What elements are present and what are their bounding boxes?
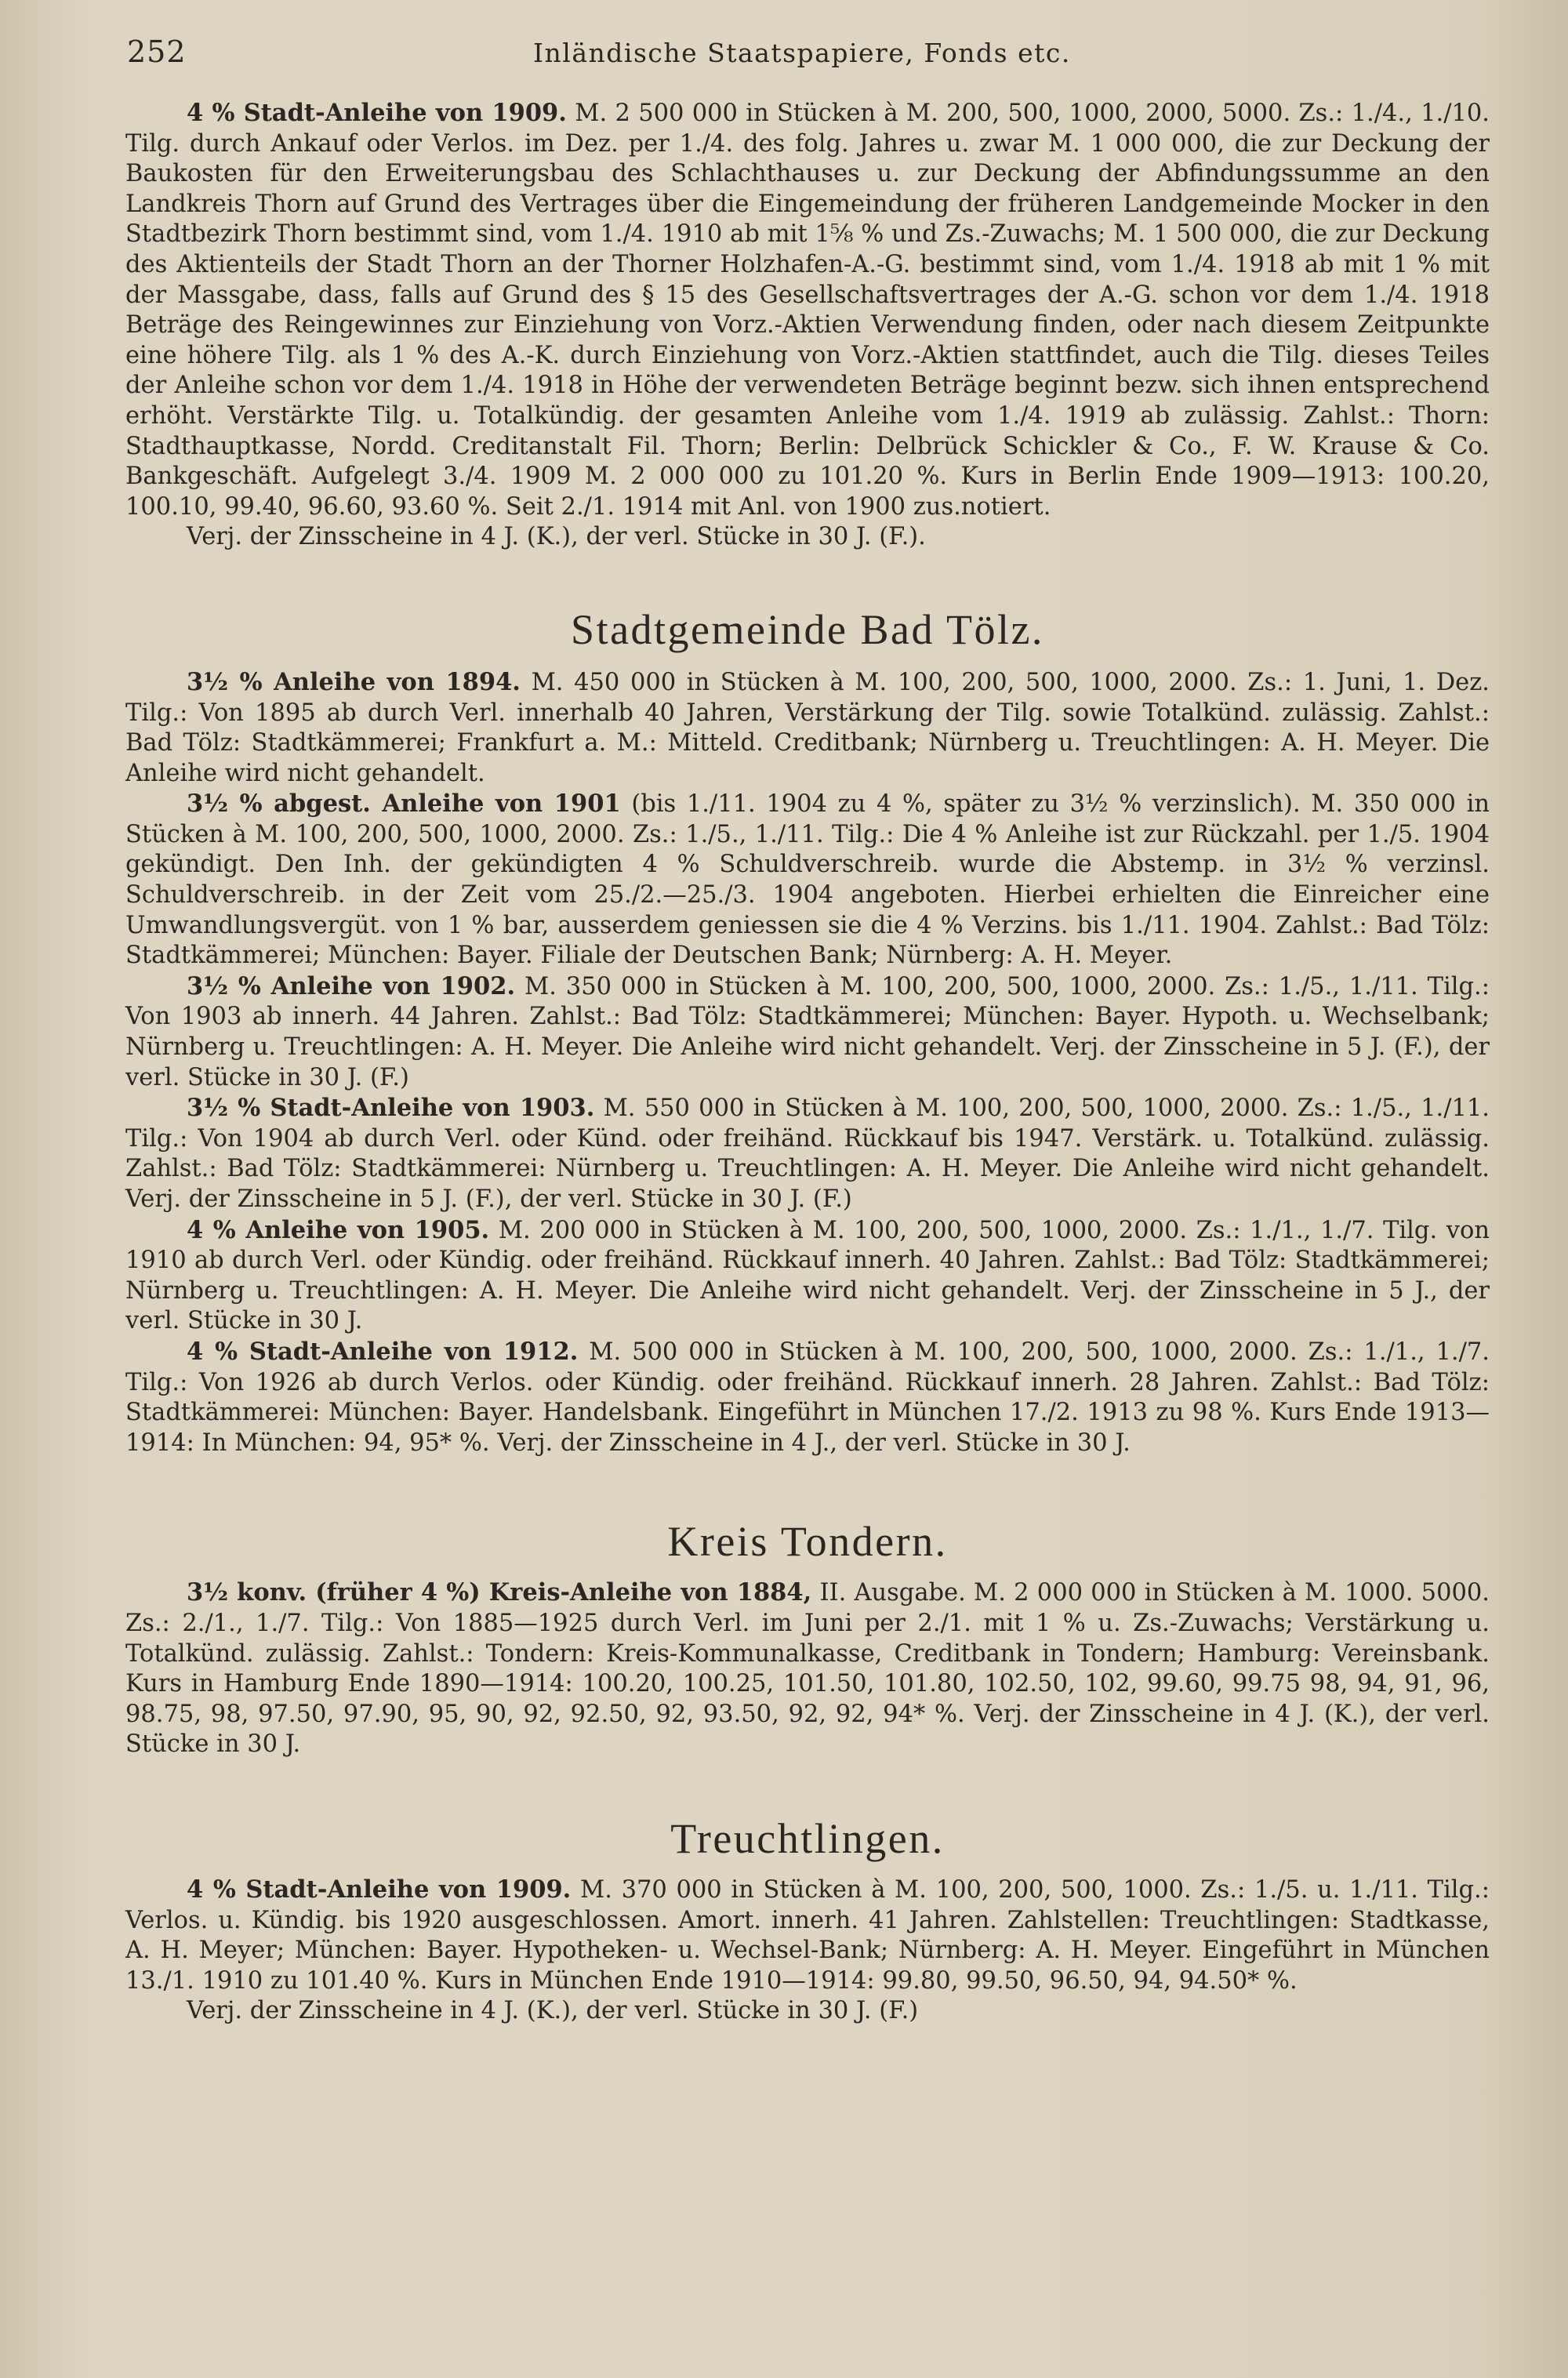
loan-text: Verj. der Zinsscheine in 4 J. (K.), der verl. Stücke in 30 J. (F.)	[187, 1997, 919, 2025]
loan-text: M. 370 000 in Stücken à M. 100, 200, 500, 1000. Zs.: 1./5. u. 1./11. Tilg.: Verlos. u. Kündig. bis 1920 ausgeschlossen. Amort. innerh. 41 Jahren. Zahlstellen: Treuchtlingen: Stadtkasse, A. H. Meyer; München: Bayer. Hypotheken- u. Wechsel-Bank; Nürnberg: A. H. Meyer. Eingeführt in München 13./1. 1910 zu 101.40 %. Kurs in München Ende 1910—1914: 99.80, 99.50, 96.50, 94, 94.50* %.	[125, 1875, 1490, 1995]
loan-entry	[125, 522, 1490, 553]
section-heading: Stadtgemeinde Bad Tölz.	[571, 605, 1044, 653]
loan-entry	[125, 1215, 1490, 1337]
page-number: 252	[127, 34, 187, 69]
loan-text: M. 2 500 000 in Stücken à M. 200, 500, 1000, 2000, 5000. Zs.: 1./4., 1./10. Tilg. durch Ankauf oder Verlos. im Dez. per 1./4. des folg. Jahres u. zwar M. 1 000 000, die zur Deckung der Baukosten für den Erweiterungsbau des Schlachthauses u. zur Deckung der Abfindungssumme an den Landkreis Thorn auf Grund des Vertrages über die Eingemeindung der früheren Landgemeinde Mocker in den Stadtbezirk Thorn bestimmt sind, vom 1./4. 1910 ab mit 1⅝ % und Zs.-Zuwachs; M. 1 500 000, die zur Deckung des Aktienteils der Stadt Thorn an der Thorner Holzhafen-A.-G. bestimmt sind, vom 1./4. 1918 ab mit 1 % mit der Massgabe, dass, falls auf Grund des § 15 des Gesellschaftsvertrages der A.-G. schon vor dem 1./4. 1918 Beträge des Reingewinnes zur Einziehung von Vorz.-Aktien Verwendung finden, oder nach diesem Zeitpunkte eine höhere Tilg. als 1 % des A.-K. durch Einziehung von Vorz.-Aktien stattfindet, auch die Tilg. dieses Teiles der Anleihe schon vor dem 1./4. 1918 in Höhe der verwendeten Beträge beginnt bezw. sich ihnen entsprechend erhöht. Verstärkte Tilg. u. Totalkündig. der gesamten Anleihe vom 1./4. 1919 ab zulässig. Zahlst.: Thorn: Stadthauptkasse, Nordd. Creditanstalt Fil. Thorn; Berlin: Delbrück Schickler & Co., F. W. Krause & Co. Bankgeschäft. Aufgelegt 3./4. 1909 M. 2 000 000 zu 101.20 %. Kurs in Berlin Ende 1909—1913: 100.20, 100.10, 99.40, 96.60, 93.60 %. Seit 2./1. 1914 mit Anl. von 1900 zus.notiert.	[125, 100, 1490, 521]
running-title: Inländische Staatspapiere, Fonds etc.	[533, 38, 1071, 68]
loan-title: 3½ % Anleihe von 1894.	[187, 667, 521, 696]
loan-text: Verj. der Zinsscheine in 4 J. (K.), der verl. Stücke in 30 J. (F.).	[187, 523, 926, 551]
loan-entry	[125, 971, 1490, 1093]
loan-entry	[125, 1577, 1490, 1760]
page-content	[125, 98, 1490, 2027]
loan-title: 4 % Stadt-Anleihe von 1912.	[187, 1337, 579, 1366]
loan-title: 3½ konv. (früher 4 %) Kreis-Anleihe von 1884,	[187, 1578, 812, 1607]
page-header	[118, 34, 1466, 82]
loan-text: M. 350 000 in Stücken à M. 100, 200, 500, 1000, 2000. Zs.: 1./5., 1./11. Tilg.: Von 1903 ab innerh. 44 Jahren. Zahlst.: Bad Tölz: Stadtkämmerei; München: Bayer. Hypoth. u. Wechselbank; Nürnberg u. Treuchtlingen: A. H. Meyer. Die Anleihe wird nicht gehandelt. Verj. der Zinsscheine in 5 J. (F.), der verl. Stücke in 30 J. (F.)	[125, 972, 1490, 1091]
section-heading: Treuchtlingen.	[670, 1814, 945, 1862]
loan-entry	[125, 1875, 1490, 1996]
loan-entry	[125, 1996, 1490, 2027]
loan-entry	[125, 1337, 1490, 1458]
loan-entry	[125, 98, 1490, 522]
loan-entry	[125, 1093, 1490, 1214]
loan-title: 3½ % Anleihe von 1902.	[187, 971, 516, 1000]
loan-title: 4 % Stadt-Anleihe von 1909.	[187, 99, 567, 127]
loan-text: M. 550 000 in Stücken à M. 100, 200, 500, 1000, 2000. Zs.: 1./5., 1./11. Tilg.: Von 1904 ab durch Verl. oder Künd. oder freihänd. Rückkauf bis 1947. Verstärk. u. Totalkünd. zulässig. Zahlst.: Bad Tölz: Stadtkämmerei: Nürnberg u. Treuchtlingen: A. H. Meyer. Die Anleihe wird nicht gehandelt. Verj. der Zinsscheine in 5 J. (F.), der verl. Stücke in 30 J. (F.)	[125, 1095, 1490, 1213]
loan-text: M. 200 000 in Stücken à M. 100, 200, 500, 1000, 2000. Zs.: 1./1., 1./7. Tilg. von 1910 ab durch Verl. oder Kündig. oder freihänd. Rückkauf innerh. 40 Jahren. Zahlst.: Bad Tölz: Stadtkämmerei; Nürnberg u. Treuchtlingen: A. H. Meyer. Die Anleihe wird nicht gehandelt. Verj. der Zinsscheine in 5 J., der verl. Stücke in 30 J.	[125, 1216, 1490, 1335]
loan-text: II. Ausgabe. M. 2 000 000 in Stücken à M. 1000. 5000. Zs.: 2./1., 1./7. Tilg.: Von 1885—1925 durch Verl. im Juni per 2./1. mit 1 % u. Zs.-Zuwachs; Verstärkung u. Totalkünd. zulässig. Zahlst.: Tondern: Kreis-Kommunalkasse, Creditbank in Tondern; Hamburg: Vereinsbank. Kurs in Hamburg Ende 1890—1914: 100.20, 100.25, 101.50, 101.80, 102.50, 102, 99.60, 99.75 98, 94, 91, 96, 98.75, 98, 97.50, 97.90, 95, 90, 92, 92.50, 92, 93.50, 92, 92, 94* %. Verj. der Zinsscheine in 4 J. (K.), der verl. Stücke in 30 J.	[125, 1579, 1490, 1759]
loan-entry	[125, 667, 1490, 789]
loan-text: M. 500 000 in Stücken à M. 100, 200, 500, 1000, 2000. Zs.: 1./1., 1./7. Tilg.: Von 1926 ab durch Verlos. oder Kündig. oder freihänd. Rückkauf innerh. 28 Jahren. Zahlst.: Bad Tölz: Stadtkämmerei: München: Bayer. Handelsbank. Eingeführt in München 17./2. 1913 zu 98 %. Kurs Ende 1913—1914: In München: 94, 95* %. Verj. der Zinsscheine in 4 J., der verl. Stücke in 30 J.	[125, 1338, 1490, 1457]
section-heading: Kreis Tondern.	[667, 1518, 948, 1566]
loan-title: 4 % Anleihe von 1905.	[187, 1215, 490, 1244]
loan-title: 3½ % abgest. Anleihe von 1901	[187, 790, 621, 819]
loan-text: M. 450 000 in Stücken à M. 100, 200, 500, 1000, 2000. Zs.: 1. Juni, 1. Dez. Tilg.: Von 1895 ab durch Verl. innerhalb 40 Jahren, Verstärkung der Tilg. sowie Totalkünd. zulässig. Zahlst.: Bad Tölz: Stadtkämmerei; Frankfurt a. M.: Mitteld. Creditbank; Nürnberg u. Treuchtlingen: A. H. Meyer. Die Anleihe wird nicht gehandelt.	[125, 668, 1490, 787]
loan-title: 3½ % Stadt-Anleihe von 1903.	[187, 1094, 595, 1123]
loan-entry	[125, 789, 1490, 971]
loan-title: 4 % Stadt-Anleihe von 1909.	[187, 1875, 572, 1904]
loan-text: (bis 1./11. 1904 zu 4 %, später zu 3½ % verzinslich). M. 350 000 in Stücken à M. 100, 200, 500, 1000, 2000. Zs.: 1./5., 1./11. Tilg.: Die 4 % Anleihe ist zur Rückzahl. per 1./5. 1904 gekündigt. Den Inh. der gekündigten 4 % Schuldverschreib. wurde die Abstemp. in 3½ % verzinsl. Schuldverschreib. in der Zeit vom 25./2.—25./3. 1904 angeboten. Hierbei erhielten die Einreicher eine Umwandlungsvergüt. von 1 % bar, ausserdem geniessen sie die 4 % Verzins. bis 1./11. 1904. Zahlst.: Bad Tölz: Stadtkämmerei; München: Bayer. Filiale der Deutschen Bank; Nürnberg: A. H. Meyer.	[125, 790, 1490, 970]
